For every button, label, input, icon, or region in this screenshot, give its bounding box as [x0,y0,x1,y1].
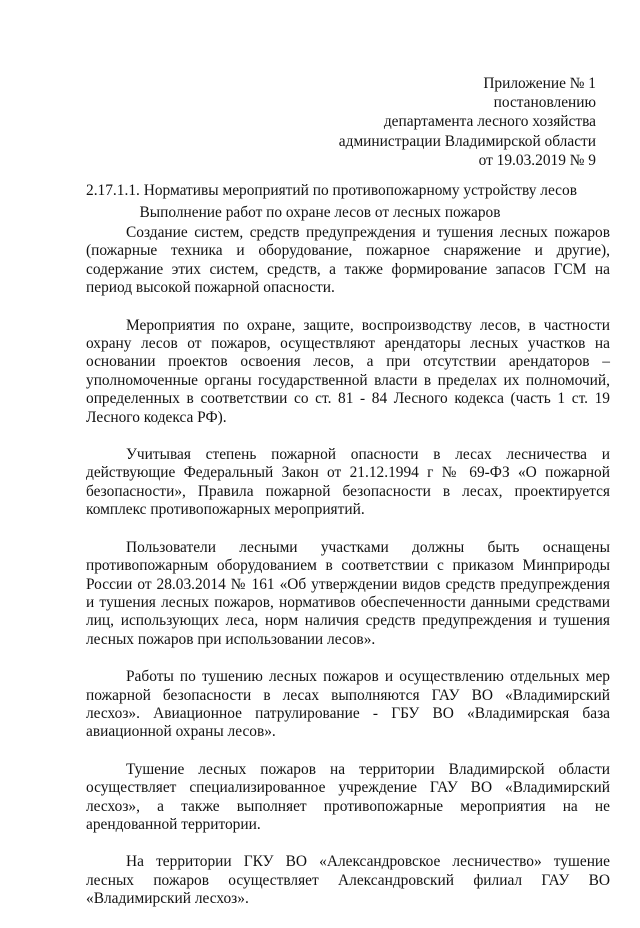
appendix-department: департамента лесного хозяйства [383,113,596,131]
paragraph: На территории ГКУ ВО «Александровское лесничество» тушение лесных пожаров осуществляет Александровский филиал ГАУ ВО «Владимирский лесхоз». [86,853,610,908]
paragraph: Пользователи лесными участками должны быть оснащены противопожарным оборудованием в соответствии с приказом Минприроды России от 28.03.2014 № 161 «Об утверждении видов средств предупреждения и тушения лесных пожаров, нормативов обеспеченности данными средствами лиц, использующих леса, норм наличия средств предупреждения и тушения лесных пожаров при использовании лесов». [86,538,610,648]
appendix-administration: администрации Владимирской области [338,132,596,150]
appendix-number: Приложение № 1 [483,75,596,92]
document-body [86,224,610,928]
appendix-date: от 19.03.2019 № 9 [478,151,596,169]
paragraph: Мероприятия по охране, защите, воспроизводству лесов, в частности охрану лесов от пожаров, осуществляют арендаторы лесных участков на основании проектов освоения лесов, а при отсутствии арендаторов – уполномоченные органы государственной власти в пределах их полномочий, определенных в соответствии со ст. 81 - 84 Лесного кодекса (часть 1 ст. 19 Лесного кодекса РФ). [86,316,610,426]
appendix-header [339,74,596,170]
paragraph: Тушение лесных пожаров на территории Владимирской области осуществляет специализированное учреждение ГАУ ВО «Владимирский лесхоз», а также выполняет противопожарные мероприятия на не арендованной территории. [86,760,610,833]
section-subtitle: Выполнение работ по охране лесов от лесных пожаров [139,204,501,221]
paragraph: Создание систем, средств предупреждения и тушения лесных пожаров (пожарные техника и оборудование, пожарное снаряжение и другие), содержание этих систем, средств, а также формирование запасов ГСМ на период высокой пожарной опасности. [86,224,610,297]
paragraph: Учитывая степень пожарной опасности в лесах лесничества и действующие Федеральный Закон от 21.12.1994 г № 69-ФЗ «О пожарной безопасности», Правила пожарной безопасности в лесах, проектируется комплекс противопожарных мероприятий. [86,446,610,519]
paragraph: Работы по тушению лесных пожаров и осуществлению отдельных мер пожарной безопасности в лесах выполняются ГАУ ВО «Владимирский лесхоз». Авиационное патрулирование - ГБУ ВО «Владимирская база авиационной охраны лесов». [86,668,610,741]
appendix-decree: постановлению [493,94,596,112]
section-title: 2.17.1.1. Нормативы мероприятий по противопожарному устройству лесов [86,182,577,199]
